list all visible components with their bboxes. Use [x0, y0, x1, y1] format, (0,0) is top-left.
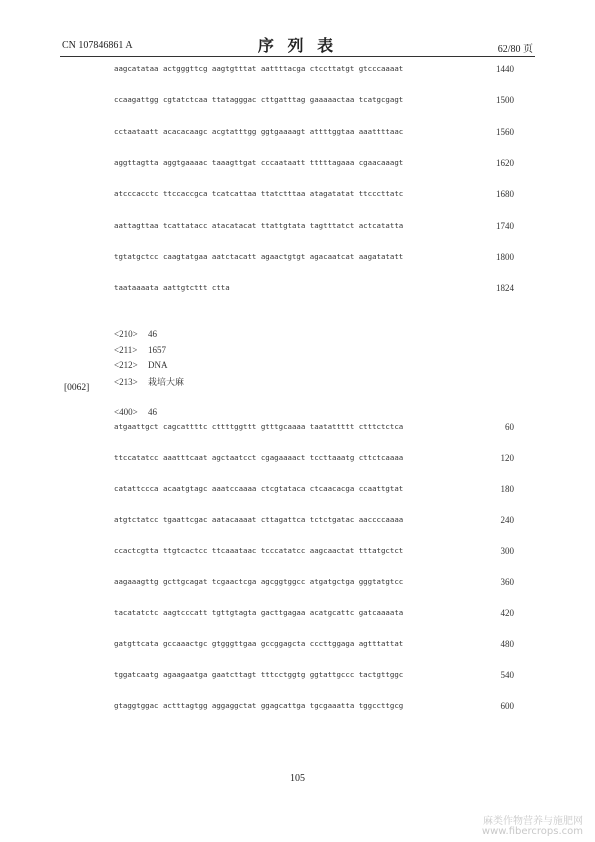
sequence-position: 240	[500, 515, 514, 525]
sequence-row	[114, 670, 514, 682]
sequence-row	[114, 701, 514, 713]
sequence-row	[114, 453, 514, 465]
sequence-row	[114, 95, 514, 107]
sequence-text: tggatcaatg agaagaatga gaatcttagt tttcctggtg ggtattgccc tactgttggc	[114, 670, 404, 679]
sequence-text: cctaataatt acacacaagc acgtatttgg ggtgaaaagt attttggtaa aaattttaac	[114, 126, 404, 136]
meta-tag: <213>	[114, 377, 138, 387]
sequence-position: 1680	[496, 189, 514, 200]
meta-line-212	[114, 360, 168, 370]
header-page-info: 62/80 页	[497, 44, 533, 55]
meta-line-210	[114, 329, 157, 339]
sequence-text: ccactcgtta ttgtcactcc ttcaaataac tcccatatcc aagcaactat tttatgctct	[114, 546, 404, 555]
sequence-row	[114, 639, 514, 651]
sequence-row	[114, 484, 514, 496]
sequence-text: tacatatctc aagtcccatt tgttgtagta gacttgagaa acatgcattc gatcaaaata	[114, 608, 404, 617]
meta-line-400	[114, 407, 157, 417]
sequence-position: 1560	[496, 126, 514, 137]
sequence-position: 180	[500, 484, 514, 494]
sequence-text: gtaggtggac actttagtgg aggaggctat ggagcattga tgcgaaatta tggccttgcg	[114, 701, 404, 710]
sequence-row	[114, 546, 514, 558]
sequence-position: 1440	[496, 64, 514, 74]
sequence-position: 1824	[496, 283, 514, 294]
meta-value: 46	[148, 329, 157, 339]
sequence-text: aattagttaa tcattatacc atacatacat ttattgtata tagtttatct actcatatta	[114, 220, 404, 230]
meta-value: 栽培大麻	[148, 378, 185, 388]
sequence-text: aggttagtta aggtgaaaac taaagttgat cccaataatt tttttagaaa cgaacaaagt	[114, 157, 404, 167]
sequence-position: 300	[500, 546, 514, 556]
sequence-row	[114, 64, 514, 76]
sequence-text: ttccatatcc aaatttcaat agctaatcct cgagaaaact tccttaaatg cttctcaaaa	[114, 453, 404, 462]
meta-line-211	[114, 345, 166, 355]
sequence-text: ccaagattgg cgtatctcaa ttatagggac cttgatttag gaaaaactaa tcatgcgagt	[114, 95, 404, 105]
header-title: 序 列 表	[257, 36, 338, 55]
sequence-row	[114, 515, 514, 527]
sequence-text: atgaattgct cagcattttc cttttggttt gtttgcaaaa taatattttt ctttctctca	[114, 422, 404, 431]
paragraph-number: [0062]	[64, 383, 90, 393]
sequence-text: catattccca acaatgtagc aaatccaaaa ctcgtataca ctcaacacga ccaattgtat	[114, 484, 404, 493]
sequence-text: aagcatataa actgggttcg aagtgtttat aattttacga ctccttatgt gtcccaaaat	[114, 64, 404, 73]
sequence-row	[114, 221, 514, 233]
sequence-position: 480	[500, 639, 514, 649]
sequence-position: 1620	[496, 157, 514, 168]
sequence-text: aagaaagttg gcttgcagat tcgaactcga agcggtggcc atgatgctga gggtatgtcc	[114, 577, 404, 586]
header-doc-id: CN 107846861 A	[62, 40, 133, 51]
meta-tag: <210>	[114, 329, 138, 339]
sequence-position: 540	[500, 670, 514, 680]
sequence-row	[114, 283, 514, 295]
sequence-position: 420	[500, 608, 514, 618]
sequence-row	[114, 422, 514, 434]
meta-tag: <212>	[114, 360, 138, 370]
sequence-text: gatgttcata gccaaactgc gtgggttgaa gccggagcta cccttggaga agtttattat	[114, 639, 404, 648]
meta-value: 46	[148, 407, 157, 417]
sequence-row	[114, 189, 514, 201]
sequence-text: tgtatgctcc caagtatgaa aatctacatt agaactgtgt agacaatcat aagatatatt	[114, 251, 404, 261]
sequence-row	[114, 252, 514, 264]
watermark-line-2: www.fibercrops.com	[481, 826, 583, 837]
sequence-text: taataaaata aattgtcttt ctta	[114, 283, 230, 293]
sequence-position: 1500	[496, 95, 514, 106]
meta-value: 1657	[148, 345, 166, 355]
sequence-position: 120	[500, 453, 514, 463]
sequence-position: 1740	[496, 220, 514, 231]
sequence-position: 360	[500, 577, 514, 587]
page-number: 105	[290, 773, 305, 784]
sequence-row	[114, 158, 514, 170]
sequence-position: 60	[505, 422, 514, 432]
meta-value: DNA	[148, 360, 168, 370]
sequence-position: 1800	[496, 251, 514, 262]
sequence-text: atgtctatcc tgaattcgac aatacaaaat cttagattca tctctgatac aaccccaaaa	[114, 515, 404, 524]
sequence-position: 600	[500, 701, 514, 711]
meta-line-213	[114, 375, 184, 388]
sequence-text: atcccacctc ttccaccgca tcatcattaa ttatctttaa atagatatat ttcccttatc	[114, 189, 404, 199]
header-rule	[60, 56, 535, 57]
watermark-line-1: 麻类作物营养与施肥网	[483, 816, 583, 827]
meta-tag: <211>	[114, 345, 138, 355]
sequence-row	[114, 127, 514, 139]
sequence-row	[114, 608, 514, 620]
meta-tag: <400>	[114, 407, 138, 417]
sequence-row	[114, 577, 514, 589]
